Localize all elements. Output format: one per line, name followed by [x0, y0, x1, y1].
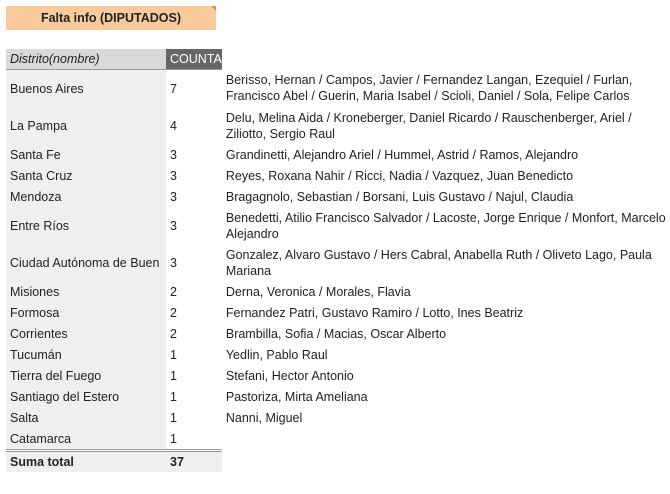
district-cell[interactable]: Tierra del Fuego — [6, 365, 166, 386]
count-cell[interactable]: 7 — [166, 70, 222, 108]
table-row — [6, 107, 670, 144]
total-count[interactable]: 37 — [166, 451, 222, 473]
district-cell[interactable]: Mendoza — [6, 186, 166, 207]
count-cell[interactable]: 1 — [166, 386, 222, 407]
count-cell[interactable]: 3 — [166, 244, 222, 281]
total-row — [6, 451, 670, 473]
table-row — [6, 365, 670, 386]
district-cell[interactable]: Catamarca — [6, 428, 166, 451]
table-row — [6, 186, 670, 207]
table-row — [6, 207, 670, 244]
names-cell[interactable]: Berisso, Hernan / Campos, Javier / Fernandez Langan, Ezequiel / Furlan, Francisco Abel / Guerin, Maria Isabel / Scioli, Daniel / Sola, Felipe Carlos — [225, 73, 633, 104]
count-cell[interactable]: 2 — [166, 323, 222, 344]
column-header-names — [222, 49, 670, 70]
names-cell[interactable]: Nanni, Miguel — [225, 410, 303, 425]
table-row — [6, 244, 670, 281]
names-cell[interactable]: Yedlin, Pablo Raul — [225, 347, 328, 362]
district-cell[interactable]: Salta — [6, 407, 166, 428]
district-cell[interactable]: Misiones — [6, 281, 166, 302]
names-cell[interactable]: Fernandez Patri, Gustavo Ramiro / Lotto, Ines Beatriz — [225, 305, 524, 320]
count-cell[interactable]: 2 — [166, 302, 222, 323]
count-cell[interactable]: 3 — [166, 144, 222, 165]
district-cell[interactable]: Formosa — [6, 302, 166, 323]
names-cell[interactable]: Gonzalez, Alvaro Gustavo / Hers Cabral, Anabella Ruth / Oliveto Lago, Paula Mariana — [225, 247, 652, 278]
names-cell[interactable]: Pastoriza, Mirta Ameliana — [225, 389, 368, 404]
comment-indicator-icon — [211, 6, 216, 11]
names-cell[interactable]: Brambilla, Sofia / Macias, Oscar Alberto — [225, 326, 447, 341]
table-row — [6, 144, 670, 165]
count-cell[interactable]: 1 — [166, 365, 222, 386]
table-row — [6, 323, 670, 344]
names-cell[interactable] — [222, 428, 670, 451]
district-cell[interactable]: Santa Cruz — [6, 165, 166, 186]
table-row — [6, 70, 670, 108]
district-cell[interactable]: Santiago del Estero — [6, 386, 166, 407]
names-cell[interactable]: Derna, Veronica / Morales, Flavia — [225, 284, 411, 299]
district-cell[interactable]: Santa Fe — [6, 144, 166, 165]
pivot-table — [6, 49, 670, 472]
total-label[interactable]: Suma total — [6, 451, 166, 473]
names-cell[interactable]: Grandinetti, Alejandro Ariel / Hummel, Astrid / Ramos, Alejandro — [225, 147, 579, 162]
names-cell[interactable]: Delu, Melina Aida / Kroneberger, Daniel Ricardo / Rauschenberger, Ariel / Ziliotto, Sergio Raul — [225, 110, 632, 141]
table-row — [6, 165, 670, 186]
district-cell[interactable]: Buenos Aires — [6, 70, 166, 108]
total-blank-cell — [222, 451, 670, 473]
names-cell[interactable]: Benedetti, Atilio Francisco Salvador / Lacoste, Jorge Enrique / Monfort, Marcelo Alejandro — [225, 210, 666, 241]
table-row — [6, 344, 670, 365]
table-row — [6, 302, 670, 323]
count-cell[interactable]: 1 — [166, 344, 222, 365]
district-cell[interactable]: Tucumán — [6, 344, 166, 365]
count-cell[interactable]: 1 — [166, 407, 222, 428]
column-header-count[interactable]: COUNTA — [166, 49, 222, 70]
district-cell[interactable]: Ciudad Autónoma de Buen — [6, 244, 166, 281]
district-cell[interactable]: La Pampa — [6, 107, 166, 144]
table-row — [6, 407, 670, 428]
names-cell[interactable]: Bragagnolo, Sebastian / Borsani, Luis Gustavo / Najul, Claudia — [225, 189, 574, 204]
sheet-title-cell[interactable] — [6, 6, 216, 30]
table-row — [6, 428, 670, 451]
table-row — [6, 386, 670, 407]
district-cell[interactable]: Entre Ríos — [6, 207, 166, 244]
sheet-title: Falta info (DIPUTADOS) — [40, 11, 182, 25]
count-cell[interactable]: 3 — [166, 165, 222, 186]
district-cell[interactable]: Corrientes — [6, 323, 166, 344]
table-row — [6, 281, 670, 302]
count-cell[interactable]: 1 — [166, 428, 222, 451]
count-cell[interactable]: 2 — [166, 281, 222, 302]
names-cell[interactable]: Stefani, Hector Antonio — [225, 368, 354, 383]
count-cell[interactable]: 3 — [166, 186, 222, 207]
count-cell[interactable]: 4 — [166, 107, 222, 144]
column-header-district[interactable]: Distrito(nombre) — [6, 49, 166, 70]
pivot-header-row — [6, 49, 670, 70]
names-cell[interactable]: Reyes, Roxana Nahir / Ricci, Nadia / Vazquez, Juan Benedicto — [225, 168, 574, 183]
count-cell[interactable]: 3 — [166, 207, 222, 244]
